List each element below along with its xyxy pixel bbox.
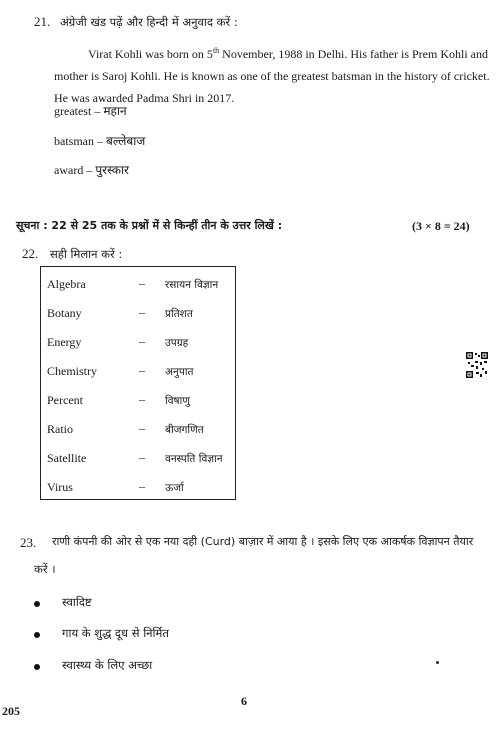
bullet-icon: [34, 664, 40, 670]
question-21-instruction: अंग्रेजी खंड पढ़ें और हिन्दी में अनुवाद करें :: [60, 15, 238, 29]
match-term: Algebra: [47, 277, 86, 291]
match-row: [41, 299, 235, 328]
match-option: अनुपात: [165, 366, 194, 378]
match-dash: –: [139, 305, 145, 319]
feature-item: गाय के शुद्ध दूध से निर्मित: [62, 626, 169, 640]
match-option: बीजगणित: [165, 424, 204, 436]
question-22-number: 22.: [22, 246, 39, 261]
question-23-number: 23.: [20, 535, 37, 550]
paper-code: 205: [2, 704, 20, 718]
vocab-item: award – पुरस्कार: [54, 163, 129, 177]
qr-code-icon: [466, 352, 488, 378]
match-term: Chemistry: [47, 364, 97, 378]
question-21-number: 21.: [34, 14, 51, 29]
match-option: ऊर्जा: [165, 482, 184, 494]
match-term: Energy: [47, 335, 82, 349]
stray-dot: [436, 661, 439, 664]
match-option: रसायन विज्ञान: [165, 279, 219, 291]
match-row: [41, 270, 235, 299]
match-dash: –: [139, 421, 145, 435]
feature-item: स्वास्थ्य के लिए अच्छा: [62, 658, 153, 672]
vocab-item: greatest – महान: [54, 104, 127, 118]
page-number: 6: [241, 694, 247, 708]
question-23-text-continued: करें ।: [34, 562, 56, 576]
match-row: [41, 386, 235, 415]
section-note: सूचना : 22 से 25 तक के प्रश्नों में से किन्हीं तीन के उत्तर लिखें :: [16, 219, 283, 232]
match-dash: –: [139, 363, 145, 377]
match-option: प्रतिशत: [165, 308, 193, 320]
match-row: [41, 415, 235, 444]
bullet-icon: [34, 632, 40, 638]
match-table: [40, 266, 236, 500]
match-term: Virus: [47, 480, 73, 494]
passage-superscript: th: [212, 46, 220, 55]
match-dash: –: [139, 334, 145, 348]
match-row: [41, 473, 235, 502]
match-term: Ratio: [47, 422, 73, 436]
match-row: [41, 328, 235, 357]
match-term: Percent: [47, 393, 83, 407]
match-term: Satellite: [47, 451, 87, 465]
passage-text-start: Virat Kohli was born on 5: [88, 47, 213, 61]
match-dash: –: [139, 276, 145, 290]
vocab-item: batsman – बल्लेबाज: [54, 134, 146, 148]
match-dash: –: [139, 450, 145, 464]
section-marks: (3 × 8 = 24): [412, 219, 470, 233]
question-23-text: राणी कंपनी की ओर से एक नया दही (Curd) बाज़ार में आया है । इसके लिए एक आकर्षक विज्ञापन तैयार: [52, 535, 474, 548]
match-dash: –: [139, 392, 145, 406]
match-dash: –: [139, 479, 145, 493]
match-option: उपग्रह: [165, 337, 189, 349]
question-21-passage: [54, 40, 494, 109]
match-option: विषाणु: [165, 395, 190, 407]
match-option: वनस्पति विज्ञान: [165, 453, 223, 465]
match-row: [41, 357, 235, 386]
bullet-icon: [34, 601, 40, 607]
feature-item: स्वादिष्ट: [62, 595, 92, 609]
passage-text-rest: November, 1988 in Delhi. His father is Prem Kohli and mother is Saroj Kohli. He is known as one of the greatest batsman in the history of cricket. He was awarded Padma Shri in 2017.: [54, 47, 490, 105]
question-22-instruction: सही मिलान करें :: [50, 247, 123, 261]
match-term: Botany: [47, 306, 82, 320]
match-row: [41, 444, 235, 473]
